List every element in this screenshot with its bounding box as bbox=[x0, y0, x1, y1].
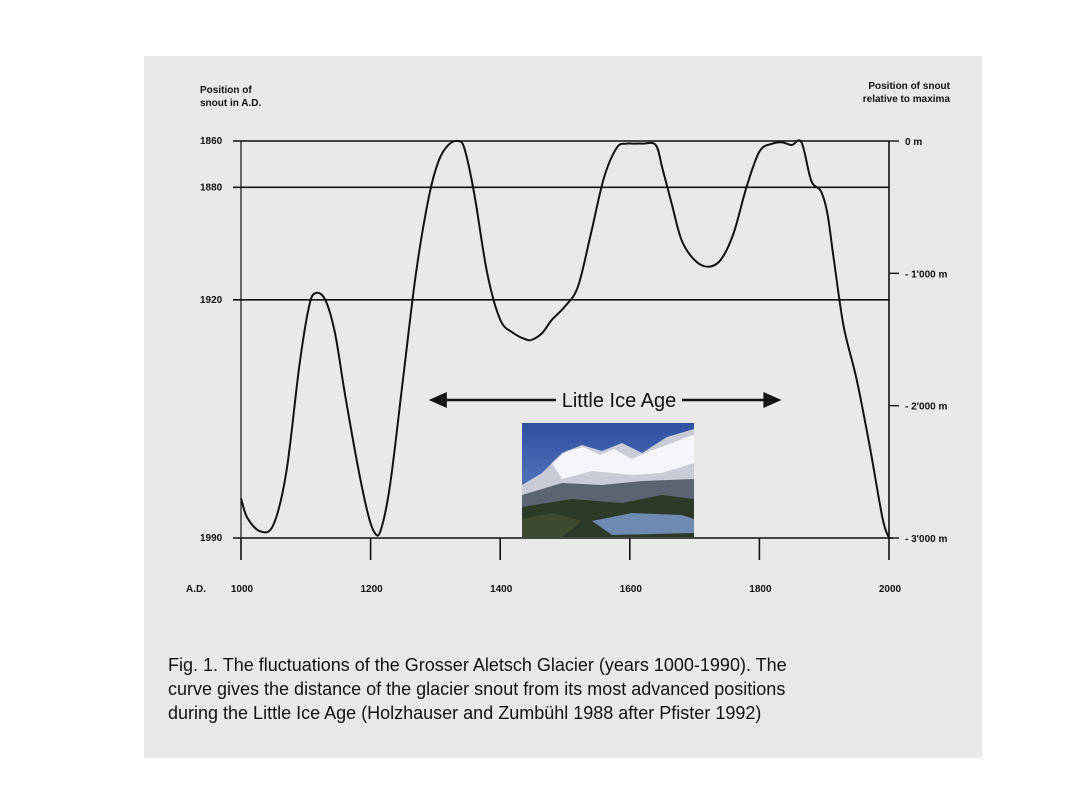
reference-lines bbox=[233, 141, 889, 300]
left-ticks bbox=[200, 136, 223, 544]
little-ice-age-annotation bbox=[429, 390, 782, 412]
arrow-left-head bbox=[429, 392, 447, 408]
caption-line-1: Fig. 1. The fluctuations of the Grosser Aletsch Glacier (years 1000-1990). The bbox=[168, 655, 787, 675]
left-tick-label: 1990 bbox=[200, 533, 223, 544]
right-tick-label: - 2'000 m bbox=[905, 401, 948, 413]
arrow-right-head bbox=[763, 392, 781, 408]
left-tick-label: 1860 bbox=[200, 136, 223, 147]
right-axis-label bbox=[863, 81, 951, 105]
caption-line-3: during the Little Ice Age (Holzhauser and Zumbühl 1988 after Pfister 1992) bbox=[168, 703, 762, 723]
right-ticks bbox=[889, 137, 948, 545]
right-tick-label: - 1'000 m bbox=[905, 269, 948, 281]
x-tick-label: 1000 bbox=[230, 584, 254, 595]
figure-caption bbox=[168, 653, 968, 725]
x-tick-label: 1600 bbox=[619, 584, 642, 595]
x-tick-label: 1200 bbox=[360, 584, 383, 595]
caption-line-2: curve gives the distance of the glacier snout from its most advanced positions bbox=[168, 679, 786, 699]
left-tick-label: 1880 bbox=[200, 182, 223, 194]
little-ice-age-label: Little Ice Age bbox=[561, 390, 677, 412]
x-tick-label: 2000 bbox=[878, 584, 902, 595]
x-ticks bbox=[186, 538, 902, 595]
x-tick-label: 1400 bbox=[490, 584, 513, 595]
right-axis-label-line: relative to maxima bbox=[862, 94, 950, 105]
alpine-glacier-photo bbox=[522, 423, 694, 537]
left-axis-label-line: Position of bbox=[200, 85, 252, 96]
x-axis-label: A.D. bbox=[186, 584, 206, 595]
figure-panel bbox=[144, 56, 982, 758]
right-axis-label-line: Position of snout bbox=[868, 81, 950, 92]
right-tick-label: 0 m bbox=[905, 137, 923, 148]
right-tick-label: - 3'000 m bbox=[905, 534, 948, 545]
left-tick-label: 1920 bbox=[200, 294, 223, 306]
x-tick-label: 1800 bbox=[749, 584, 772, 595]
left-axis-label bbox=[200, 85, 262, 109]
left-axis-label-line: snout in A.D. bbox=[200, 98, 262, 109]
